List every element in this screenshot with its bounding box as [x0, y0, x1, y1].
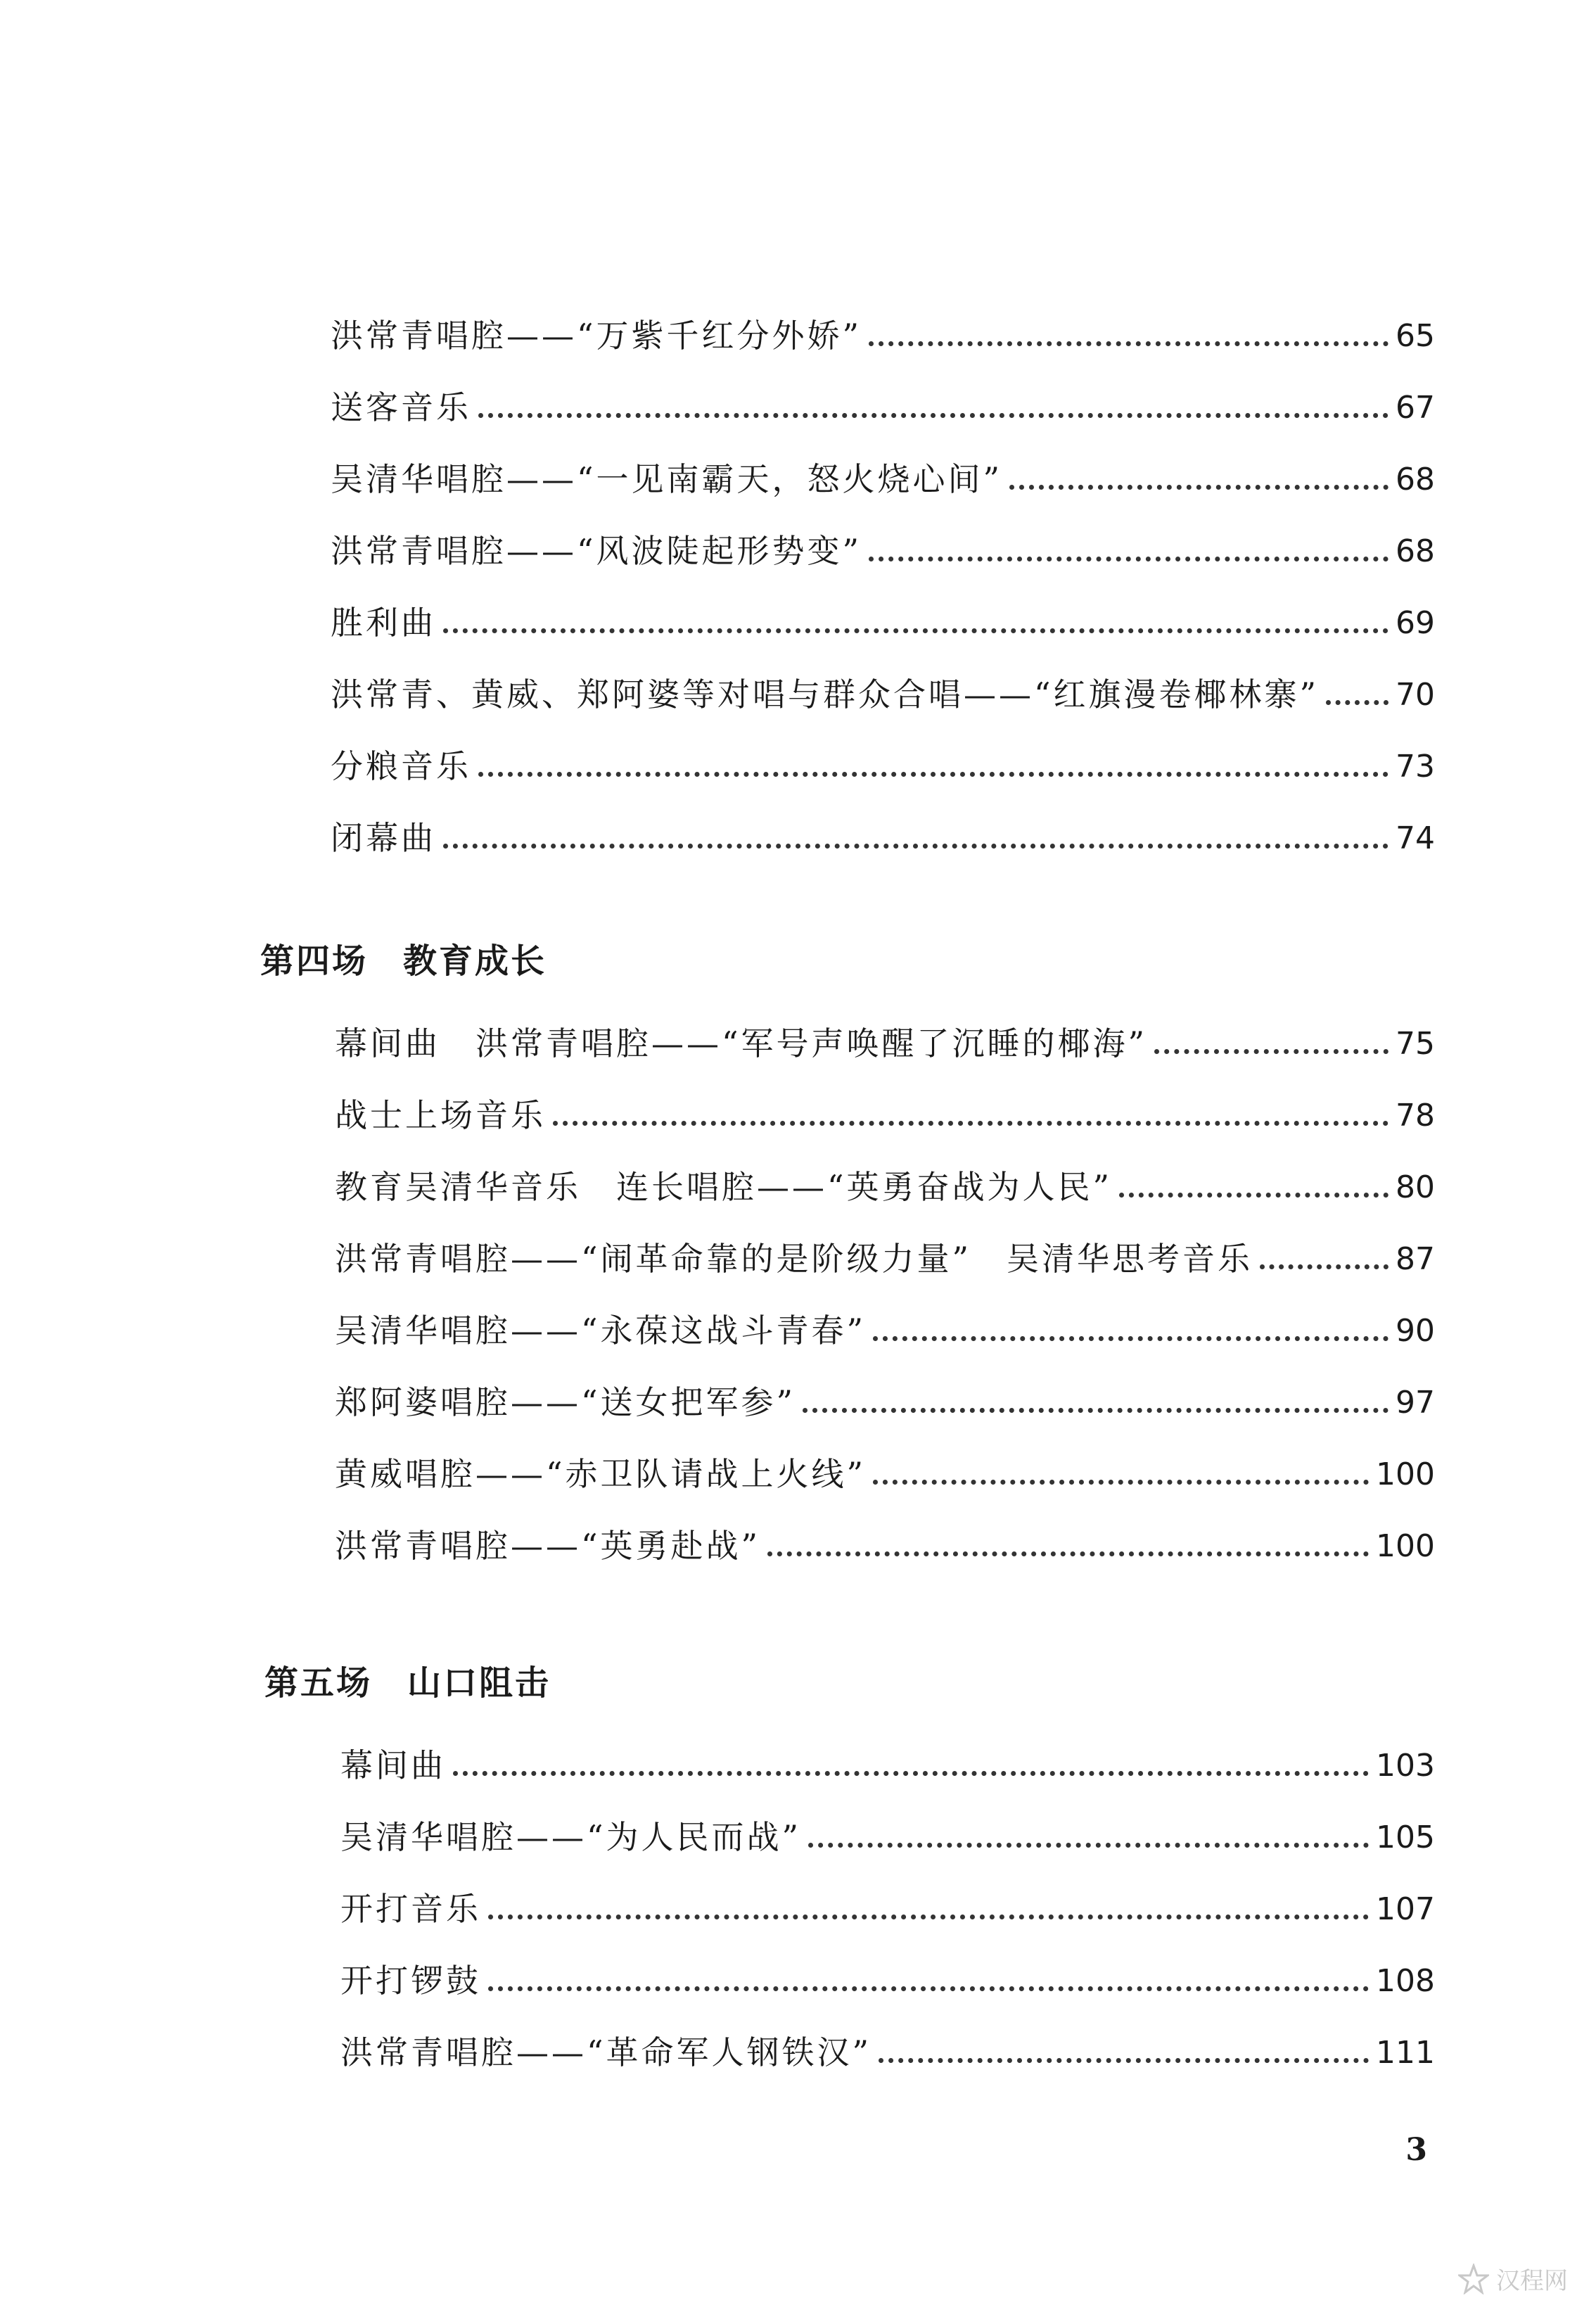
dot-leader	[1154, 1049, 1388, 1054]
toc-entry-page: 73	[1396, 749, 1435, 785]
toc-entry-page: 87	[1396, 1241, 1435, 1277]
toc-entry-title: 开打锣鼓	[340, 1962, 481, 2000]
toc-entry-page: 78	[1396, 1098, 1435, 1134]
toc-entry[interactable]	[331, 711, 1435, 785]
dot-leader	[478, 413, 1388, 418]
toc-entry-page: 69	[1396, 605, 1435, 641]
toc-entry-title: 闭幕曲	[331, 819, 436, 857]
toc-entry-title: 黄威唱腔——“赤卫队请战上火线”	[335, 1455, 867, 1493]
toc-entry-page: 100	[1376, 1456, 1435, 1492]
dot-leader	[873, 1336, 1388, 1341]
toc-entry-title: 送客音乐	[331, 388, 471, 426]
scene-number: 第四场	[260, 941, 369, 981]
toc-entry-title: 洪常青唱腔——“万紫千红分外娇”	[331, 317, 862, 355]
toc-entry[interactable]	[335, 1131, 1435, 1206]
toc-entry[interactable]	[335, 988, 1435, 1060]
scene-4-heading	[260, 941, 547, 981]
toc-entry-title: 幕间曲 洪常青唱腔——“军号声唤醒了沉睡的椰海”	[335, 1024, 1148, 1062]
toc-entry-title: 洪常青、黄威、郑阿婆等对唱与群众合唱——“红旗漫卷椰林寨”	[331, 675, 1320, 713]
toc-entry-title: 吴清华唱腔——“一见南霸天，怒火烧心间”	[331, 460, 1003, 498]
toc-entry[interactable]	[335, 1275, 1435, 1350]
dot-leader	[488, 1986, 1369, 1991]
dot-leader	[869, 341, 1388, 346]
dot-leader	[488, 1915, 1369, 1919]
dot-leader	[453, 1771, 1369, 1776]
star-logo-icon	[1458, 2263, 1489, 2294]
dot-leader	[1260, 1264, 1388, 1269]
toc-entry[interactable]	[340, 1782, 1435, 1856]
toc-entry-page: 80	[1396, 1169, 1435, 1205]
dot-leader	[803, 1408, 1388, 1413]
toc-entry-title: 洪常青唱腔——“英勇赴战”	[335, 1527, 761, 1565]
toc-entry-title: 教育吴清华音乐 连长唱腔——“英勇奋战为人民”	[335, 1168, 1113, 1206]
toc-entry-title: 战士上场音乐	[335, 1096, 546, 1134]
toc-entry-title: 吴清华唱腔——“永葆这战斗青春”	[335, 1312, 867, 1350]
toc-entry[interactable]	[331, 280, 1435, 355]
toc-entry-page: 90	[1396, 1313, 1435, 1349]
toc-entry[interactable]	[340, 1925, 1435, 2000]
watermark-text: 汉程网	[1496, 2267, 1568, 2295]
toc-entry[interactable]	[331, 782, 1435, 857]
toc-entry[interactable]	[335, 1490, 1435, 1565]
dot-leader	[1326, 700, 1388, 705]
toc-entry[interactable]	[331, 495, 1435, 570]
dot-leader	[1119, 1193, 1388, 1198]
toc-entry-title: 幕间曲	[340, 1746, 446, 1784]
toc-entry-page: 68	[1396, 533, 1435, 569]
toc-entry-page: 68	[1396, 462, 1435, 497]
dot-leader	[767, 1551, 1369, 1556]
scene-5-heading	[264, 1663, 551, 1703]
toc-entry-title: 洪常青唱腔——“闹革命靠的是阶级力量” 吴清华思考音乐	[335, 1240, 1253, 1278]
toc-entry-page: 65	[1396, 318, 1435, 354]
watermark	[1458, 2261, 1568, 2296]
toc-entry[interactable]	[331, 424, 1435, 498]
scene-name: 教育成长	[403, 941, 547, 981]
toc-entry-title: 洪常青唱腔——“风波陡起形势变”	[331, 532, 862, 570]
toc-entry-page: 108	[1376, 1963, 1435, 1999]
toc-group-scene-4	[335, 988, 1435, 1565]
toc-entry-page: 70	[1396, 677, 1435, 713]
toc-entry[interactable]	[340, 1997, 1435, 2069]
dot-leader	[879, 2058, 1369, 2063]
toc-entry-page: 100	[1376, 1528, 1435, 1564]
toc-entry-page: 67	[1396, 390, 1435, 426]
toc-entry-page: 107	[1376, 1891, 1435, 1927]
toc-entry[interactable]	[335, 1203, 1435, 1278]
dot-leader	[478, 772, 1388, 777]
toc-entry-page: 111	[1376, 2035, 1435, 2071]
dot-leader	[553, 1121, 1388, 1126]
toc-group-scene-5	[340, 1710, 1435, 2069]
dot-leader	[1009, 485, 1388, 490]
toc-entry[interactable]	[335, 1418, 1435, 1493]
dot-leader	[443, 628, 1388, 633]
toc-entry[interactable]	[340, 1853, 1435, 1928]
toc-entry-title: 洪常青唱腔——“革命军人钢铁汉”	[340, 2033, 872, 2071]
toc-entry-page: 75	[1396, 1026, 1435, 1062]
dot-leader	[808, 1843, 1369, 1848]
page-number: 3	[1405, 2132, 1427, 2168]
toc-entry-page: 74	[1396, 820, 1435, 856]
toc-group-continued	[331, 280, 1435, 857]
toc-entry-title: 胜利曲	[331, 604, 436, 642]
toc-entry-page: 105	[1376, 1820, 1435, 1855]
toc-entry-title: 分粮音乐	[331, 747, 471, 785]
toc-entry-title: 开打音乐	[340, 1890, 481, 1928]
toc-entry-page: 97	[1396, 1385, 1435, 1421]
dot-leader	[443, 844, 1388, 849]
toc-entry-title: 郑阿婆唱腔——“送女把军参”	[335, 1383, 796, 1421]
toc-entry[interactable]	[331, 567, 1435, 642]
scene-number: 第五场	[264, 1663, 373, 1703]
dot-leader	[873, 1480, 1369, 1485]
toc-entry[interactable]	[331, 639, 1435, 711]
toc-entry-page: 103	[1376, 1748, 1435, 1784]
scene-name: 山口阻击	[407, 1663, 551, 1703]
toc-entry-title: 吴清华唱腔——“为人民而战”	[340, 1818, 802, 1856]
toc-entry[interactable]	[335, 1347, 1435, 1421]
toc-entry[interactable]	[335, 1060, 1435, 1134]
toc-entry[interactable]	[340, 1710, 1435, 1782]
dot-leader	[869, 557, 1388, 561]
toc-entry[interactable]	[331, 352, 1435, 424]
